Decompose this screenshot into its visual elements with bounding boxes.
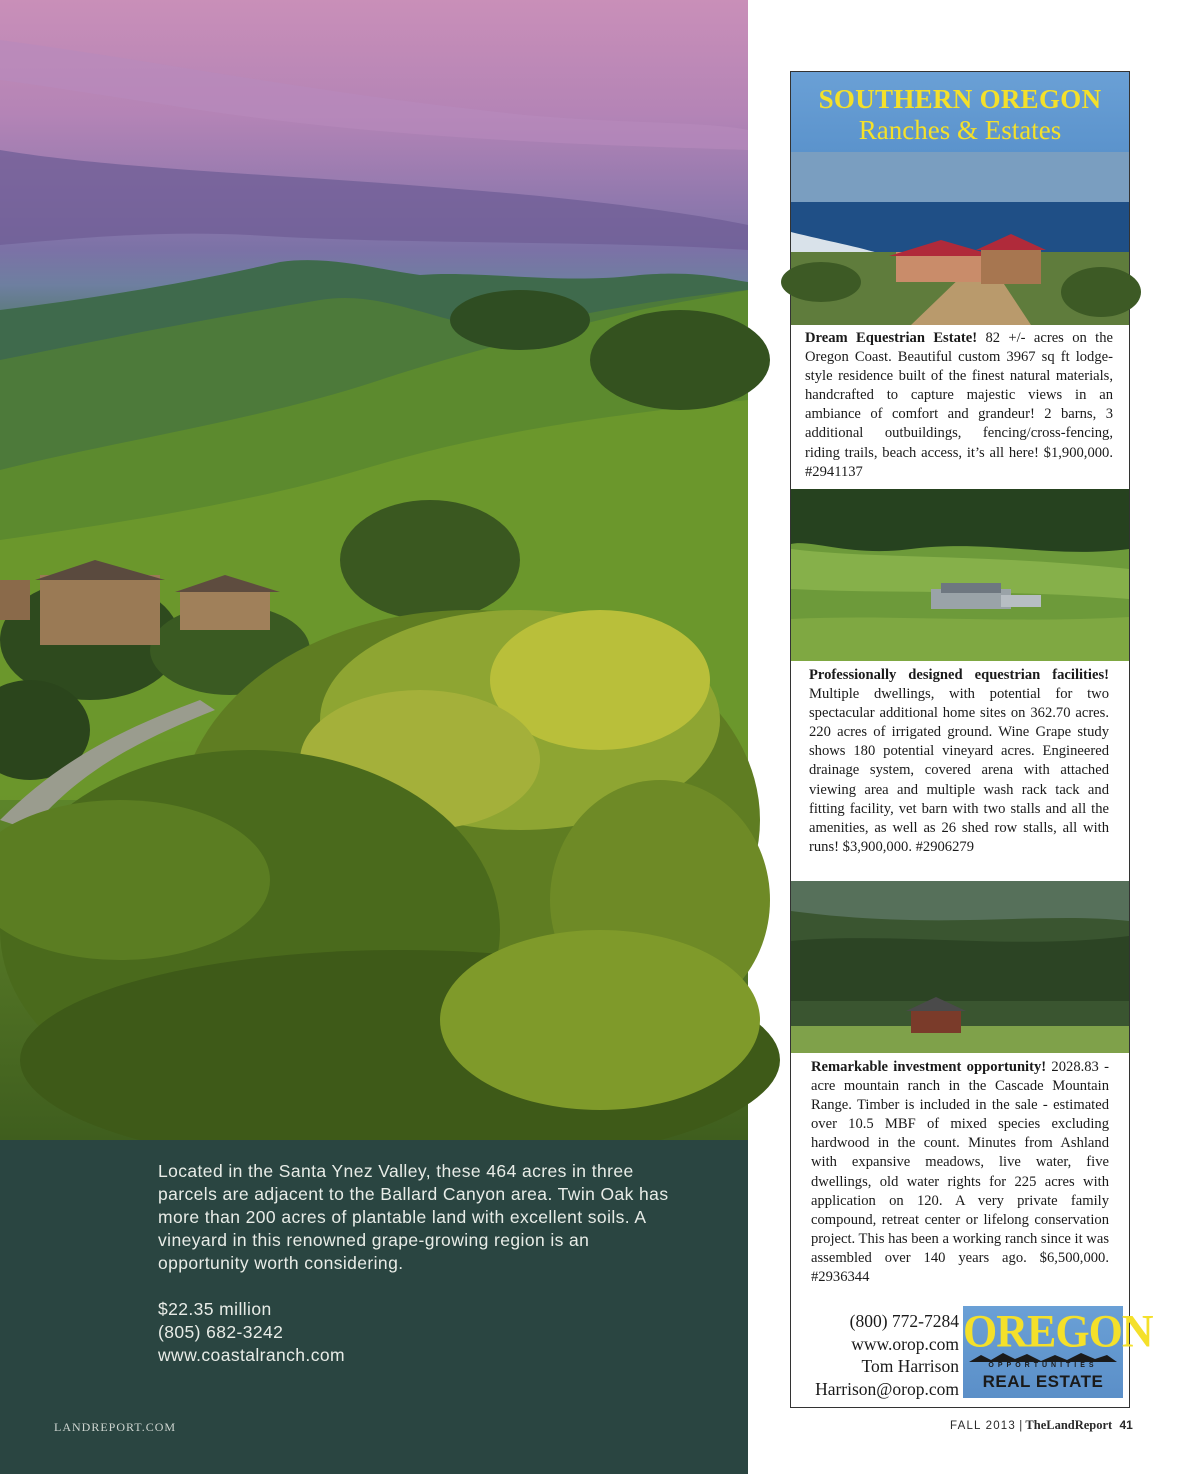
ad-subtitle: Ranches & Estates xyxy=(858,115,1062,145)
landscape-illustration xyxy=(0,0,748,1140)
landscape-photo xyxy=(0,0,748,1140)
logo-word: OREGON xyxy=(963,1305,1153,1358)
oregon-opportunities-logo xyxy=(963,1305,1153,1398)
listing-1-body: 82 +/- acres on the Oregon Coast. Beautiful custom 3967 sq ft lodge-style residence built of the finest natural materials, handcrafted to capture majestic views in an ambiance of comfort and grandeur! 2 barns, 3 additional outbuildings, fencing/cross-fencing, riding trails, beach access, it’s all here! $1,900,000. #2941137 xyxy=(805,330,1113,480)
listing-photo-coastal-estate xyxy=(791,152,1129,325)
listing-photo-mountain-ranch xyxy=(791,881,1129,1053)
ad-contact-block xyxy=(799,1305,1153,1400)
agent-contact-lines xyxy=(799,1310,959,1400)
listing-1-headline: Dream Equestrian Estate! xyxy=(805,330,978,346)
listing-3-body: 2028.83 -acre mountain ranch in the Cascade Mountain Range. Timber is included in the sale - estimated over 10.5 MBF of mixed species excluding hardwood in the count. Minutes from Ashland with expansive meadows, live water, five dwellings, old water rights for 225 acres with application on 120. A very private family compound, retreat center or lifelong conservation project. This has been a working ranch since it was assembled over 140 years ago. $6,500,000. #2936344 xyxy=(811,1059,1110,1286)
footer-site-name: LANDREPORT.COM xyxy=(54,1420,177,1434)
agent-website-link[interactable]: www.orop.com xyxy=(851,1333,959,1354)
magazine-name: TheLandReport xyxy=(1025,1418,1113,1432)
property-website-link[interactable]: www.coastalranch.com xyxy=(158,1345,345,1365)
issue-season: FALL 2013 xyxy=(950,1420,1017,1432)
agent-phone: (800) 772-7284 xyxy=(849,1311,959,1331)
logo-subtitle: REAL ESTATE xyxy=(982,1372,1104,1391)
listing-2-body: Multiple dwellings, with potential for two spectacular additional home sites on 362.70 acres. 220 acres of irrigated ground. Wine Grape study shows 180 potential vineyard acres. Engineered drainage system, covered arena with attached viewing area and multiple wash rack tack and fitting facility, vet barn with two stalls and all the amenities, as well as 26 shed row stalls, all with runs! $3,900,000. #2906279 xyxy=(809,686,1109,855)
agent-email-link[interactable]: Harrison@orop.com xyxy=(815,1378,959,1399)
listing-3-headline: Remarkable investment opportunity! xyxy=(811,1059,1047,1075)
page-number: 41 xyxy=(1119,1418,1133,1432)
property-phone: (805) 682-3242 xyxy=(158,1322,284,1342)
property-caption-panel xyxy=(0,1140,748,1474)
ad-title: SOUTHERN OREGON xyxy=(818,84,1102,114)
listing-2-text xyxy=(809,666,1109,857)
property-price: $22.35 million xyxy=(158,1299,272,1319)
agent-name: Tom Harrison xyxy=(861,1356,959,1376)
mountain-icon xyxy=(969,1352,1117,1362)
listing-photo-equestrian-facility xyxy=(791,489,1129,661)
listing-2-headline: Professionally designed equestrian facilities! xyxy=(809,667,1109,683)
page-footer xyxy=(950,1418,1140,1433)
property-contact xyxy=(158,1298,558,1367)
property-description: Located in the Santa Ynez Valley, these 464 acres in three parcels are adjacent to the Ballard Canyon area. Twin Oak has more than 200 acres of plantable land with excellent soils. A vineyard in this renowned grape-growing region is an opportunity worth considering. xyxy=(158,1161,669,1273)
logo-tagline: OPPORTUNITIES xyxy=(988,1362,1098,1369)
ad-header xyxy=(791,72,1129,152)
listing-1-text xyxy=(805,329,1113,482)
listing-3-text xyxy=(811,1058,1109,1287)
real-estate-ad xyxy=(790,71,1153,1408)
footer-divider: | xyxy=(1019,1420,1026,1432)
